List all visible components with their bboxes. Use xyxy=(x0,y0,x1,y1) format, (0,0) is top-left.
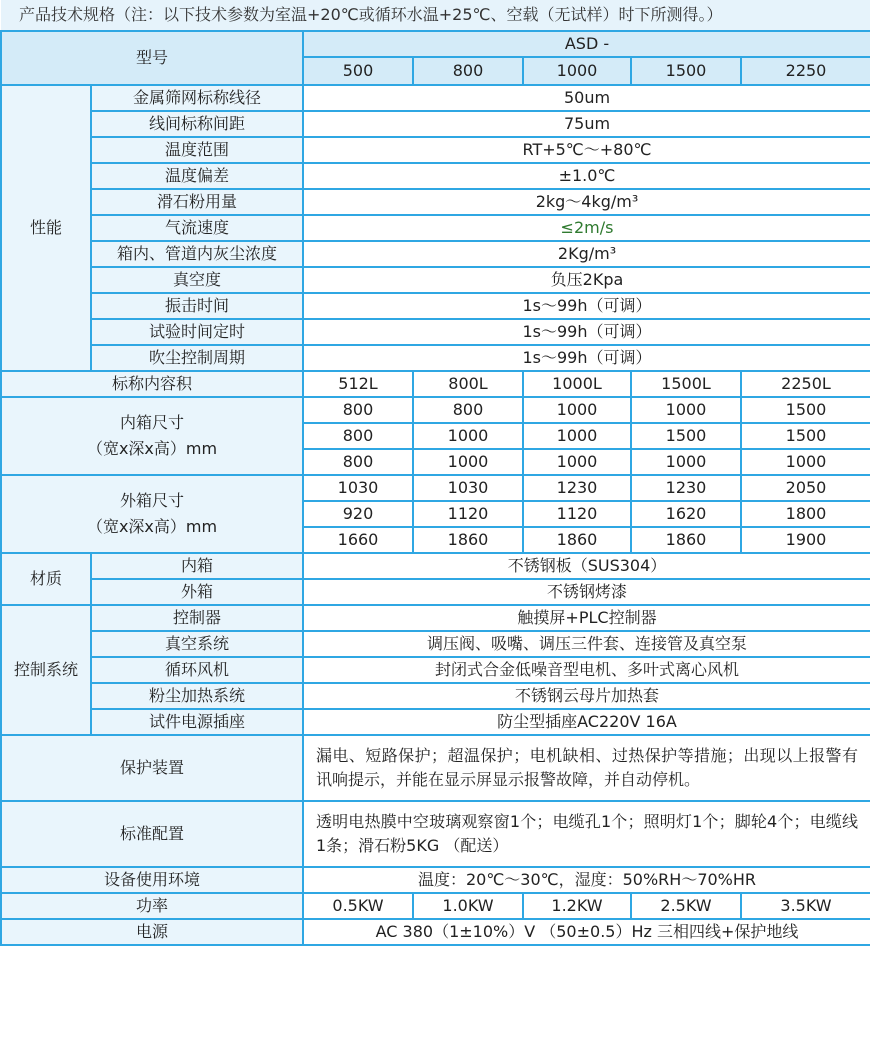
series-label: ASD - xyxy=(303,31,870,57)
row-label: 温度范围 xyxy=(91,137,303,163)
model-1500: 1500 xyxy=(631,57,741,85)
row-value: 不锈钢云母片加热套 xyxy=(303,683,870,709)
outer-size-cell: 1120 xyxy=(413,501,523,527)
outer-size-cell: 1620 xyxy=(631,501,741,527)
inner-size-cell: 1500 xyxy=(631,423,741,449)
volume-value: 2250L xyxy=(741,371,870,397)
row-value: 触摸屏+PLC控制器 xyxy=(303,605,870,631)
volume-value: 512L xyxy=(303,371,413,397)
power-value: 3.5KW xyxy=(741,893,870,919)
outer-size-label xyxy=(1,475,303,553)
row-label: 试验时间定时 xyxy=(91,319,303,345)
row-value: 1s～99h（可调） xyxy=(303,319,870,345)
model-label: 型号 xyxy=(1,31,303,85)
outer-size-cell: 1800 xyxy=(741,501,870,527)
volume-value: 800L xyxy=(413,371,523,397)
power-value: 1.0KW xyxy=(413,893,523,919)
row-label: 试件电源插座 xyxy=(91,709,303,735)
power-value: 2.5KW xyxy=(631,893,741,919)
outer-size-cell: 1860 xyxy=(631,527,741,553)
outer-size-cell: 1860 xyxy=(523,527,631,553)
inner-size-cell: 800 xyxy=(303,449,413,475)
material-group: 材质 xyxy=(1,553,91,605)
inner-size-cell: 1000 xyxy=(741,449,870,475)
row-value: 封闭式合金低噪音型电机、多叶式离心风机 xyxy=(303,657,870,683)
inner-size-unit: （宽x深x高）mm xyxy=(86,439,218,458)
row-value: 2kg～4kg/m³ xyxy=(303,189,870,215)
row-value: 调压阀、吸嘴、调压三件套、连接管及真空泵 xyxy=(303,631,870,657)
row-label: 真空度 xyxy=(91,267,303,293)
row-value: 负压2Kpa xyxy=(303,267,870,293)
inner-size-cell: 1000 xyxy=(413,449,523,475)
inner-size-cell: 1000 xyxy=(631,449,741,475)
row-label: 气流速度 xyxy=(91,215,303,241)
outer-size-cell: 1030 xyxy=(413,475,523,501)
row-label: 粉尘加热系统 xyxy=(91,683,303,709)
outer-size-cell: 1230 xyxy=(523,475,631,501)
supply-value: AC 380（1±10%）V （50±0.5）Hz 三相四线+保护地线 xyxy=(303,919,870,945)
power-value: 0.5KW xyxy=(303,893,413,919)
outer-size-cell: 1860 xyxy=(413,527,523,553)
inner-size-cell: 800 xyxy=(413,397,523,423)
inner-size-cell: 800 xyxy=(303,397,413,423)
power-value: 1.2KW xyxy=(523,893,631,919)
row-value: RT+5℃～+80℃ xyxy=(303,137,870,163)
row-value: 1s～99h（可调） xyxy=(303,293,870,319)
inner-size-cell: 1000 xyxy=(523,397,631,423)
outer-size-cell: 2050 xyxy=(741,475,870,501)
protection-value: 漏电、短路保护；超温保护；电机缺相、过热保护等措施；出现以上报警有讯响提示，并能在显示屏显示报警故障，并自动停机。 xyxy=(303,735,870,801)
row-label: 吹尘控制周期 xyxy=(91,345,303,371)
row-label: 外箱 xyxy=(91,579,303,605)
row-label: 滑石粉用量 xyxy=(91,189,303,215)
volume-value: 1500L xyxy=(631,371,741,397)
volume-label: 标称内容积 xyxy=(1,371,303,397)
protection-label: 保护装置 xyxy=(1,735,303,801)
row-value: ≤2m/s xyxy=(303,215,870,241)
row-value: 75um xyxy=(303,111,870,137)
volume-value: 1000L xyxy=(523,371,631,397)
control-group: 控制系统 xyxy=(1,605,91,735)
row-value: 2Kg/m³ xyxy=(303,241,870,267)
inner-size-cell: 1000 xyxy=(523,449,631,475)
outer-size-cell: 1030 xyxy=(303,475,413,501)
inner-size-cell: 1500 xyxy=(741,397,870,423)
power-label: 功率 xyxy=(1,893,303,919)
row-label: 金属筛网标称线径 xyxy=(91,85,303,111)
row-value: 1s～99h（可调） xyxy=(303,345,870,371)
model-800: 800 xyxy=(413,57,523,85)
outer-size-cell: 920 xyxy=(303,501,413,527)
row-value: 不锈钢板（SUS304） xyxy=(303,553,870,579)
row-label: 箱内、管道内灰尘浓度 xyxy=(91,241,303,267)
standard-label: 标准配置 xyxy=(1,801,303,867)
row-value: 防尘型插座AC220V 16A xyxy=(303,709,870,735)
model-2250: 2250 xyxy=(741,57,870,85)
inner-size-cell: 1000 xyxy=(631,397,741,423)
row-label: 内箱 xyxy=(91,553,303,579)
outer-size-title: 外箱尺寸 xyxy=(119,491,184,510)
outer-size-cell: 1660 xyxy=(303,527,413,553)
inner-size-cell: 800 xyxy=(303,423,413,449)
inner-size-cell: 1000 xyxy=(413,423,523,449)
performance-group: 性能 xyxy=(1,85,91,371)
model-1000: 1000 xyxy=(523,57,631,85)
row-label: 控制器 xyxy=(91,605,303,631)
supply-label: 电源 xyxy=(1,919,303,945)
row-value: 50um xyxy=(303,85,870,111)
row-label: 线间标称间距 xyxy=(91,111,303,137)
inner-size-cell: 1000 xyxy=(523,423,631,449)
table-caption: 产品技术规格（注：以下技术参数为室温+20℃或循环水温+25℃、空载（无试样）时下所测得。） xyxy=(1,0,870,31)
model-500: 500 xyxy=(303,57,413,85)
row-label: 循环风机 xyxy=(91,657,303,683)
inner-size-cell: 1500 xyxy=(741,423,870,449)
row-value: 不锈钢烤漆 xyxy=(303,579,870,605)
outer-size-cell: 1120 xyxy=(523,501,631,527)
standard-value: 透明电热膜中空玻璃观察窗1个；电缆孔1个；照明灯1个；脚轮4个；电缆线1条；滑石粉5KG （配送） xyxy=(303,801,870,867)
row-label: 振击时间 xyxy=(91,293,303,319)
environment-label: 设备使用环境 xyxy=(1,867,303,893)
environment-value: 温度：20℃～30℃，湿度：50%RH～70%HR xyxy=(303,867,870,893)
row-label: 温度偏差 xyxy=(91,163,303,189)
inner-size-label xyxy=(1,397,303,475)
outer-size-cell: 1900 xyxy=(741,527,870,553)
row-value: ±1.0℃ xyxy=(303,163,870,189)
row-label: 真空系统 xyxy=(91,631,303,657)
outer-size-unit: （宽x深x高）mm xyxy=(86,517,218,536)
outer-size-cell: 1230 xyxy=(631,475,741,501)
inner-size-title: 内箱尺寸 xyxy=(119,413,184,432)
